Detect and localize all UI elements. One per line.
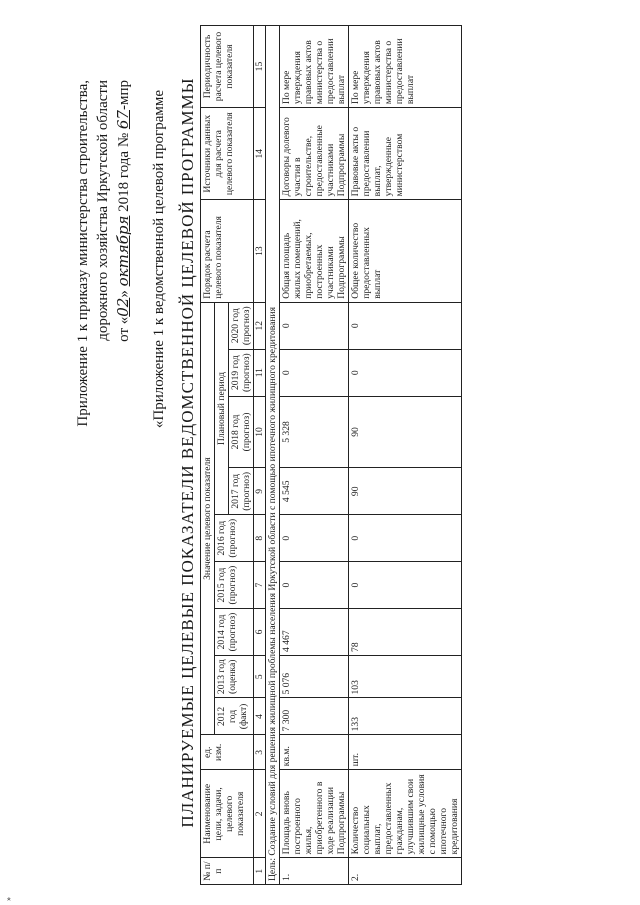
header-number-handwritten: 67 [114,110,132,130]
column-number-row [254,26,266,885]
row-value-2017: 4 545 [280,468,349,515]
row-value-2012: 133 [349,698,462,735]
table-row [349,26,462,885]
row-value-2016: 0 [280,515,349,562]
header-year-2019: 2019 год (прогноз) [229,349,254,396]
row-value-2017: 90 [349,468,462,515]
header-year-2017: 2017 год (прогноз) [229,468,254,515]
column-number: 1 [254,858,266,885]
column-number: 10 [254,396,266,468]
header-name: Наименование цели, задачи, целевого показателя [201,770,254,858]
column-number: 3 [254,735,266,770]
header-period: Периодичность расчета целевого показателя [201,26,254,108]
column-number: 4 [254,698,266,735]
table-row [280,26,349,885]
row-period: По мере утверждения правовых актов министерства о предоставлении выплат [280,26,349,108]
column-number: 13 [254,200,266,302]
column-number: 6 [254,609,266,656]
header-year-2018: 2018 год (прогноз) [229,396,254,468]
header-line-1: Приложение 1 к приказу министерства строительства, [75,80,91,427]
column-number: 9 [254,468,266,515]
header-values-group: Значение целевого показателя [201,302,215,735]
header-unit: ед. изм. [201,735,254,770]
row-calc: Общая площадь жилых помещений, приобретаемых, построенных участниками Подпрограммы [280,200,349,302]
header-no: № п/п [201,858,254,885]
header-year-2012: 2012 год (факт) [215,698,254,735]
column-number: 5 [254,655,266,698]
header-plan-group: Плановый период [215,302,229,514]
row-value-2016: 0 [349,515,462,562]
row-value-2019: 0 [349,349,462,396]
column-number: 11 [254,349,266,396]
goal-row [266,26,280,885]
header-date-mid: » [116,290,132,298]
table-header-row-1 [201,26,215,885]
row-value-2013: 103 [349,655,462,698]
row-source: Договоры долевого участия в строительстве, предоставленные участниками Подпрограммы [280,108,349,200]
row-value-2015: 0 [280,562,349,609]
column-number: 12 [254,302,266,349]
goal-text: Цель: Создание условий для решения жилищной проблемы населения Иркутской области с помощью ипотечного жилищного кредитования [266,26,280,885]
header-year-2015: 2015 год (прогноз) [215,562,254,609]
header-year-2013: 2013 год (оценка) [215,655,254,698]
header-line-3 [114,80,134,342]
row-unit: шт. [349,735,462,770]
row-source: Правовые акты о предоставлении выплат, утвержденные министерством [349,108,462,200]
header-number-suffix: -мпр [116,80,132,111]
row-unit: кв.м. [280,735,349,770]
row-name: Площадь вновь построенного жилья, приобретенного в ходе реализации Подпрограммы [280,770,349,858]
column-number: 7 [254,562,266,609]
column-number: 8 [254,515,266,562]
column-number: 2 [254,770,266,858]
header-sources: Источники данных для расчета целевого показателя [201,108,254,200]
row-value-2013: 5 076 [280,655,349,698]
row-value-2019: 0 [280,349,349,396]
row-no: 1. [280,858,349,885]
header-line-2: дорожного хозяйства Иркутской области [95,80,111,341]
closing-quote-mark: » [4,897,13,901]
row-period: По мере утверждения правовых актов министерства о предоставлении выплат [349,26,462,108]
header-calc-order: Порядок расчета целевого показателя [201,200,254,302]
row-value-2012: 7 300 [280,698,349,735]
document-title: ПЛАНИРУЕМЫЕ ЦЕЛЕВЫЕ ПОКАЗАТЕЛИ ВЕДОМСТВЕННОЙ ЦЕЛЕВОЙ ПРОГРАММЫ [178,77,197,828]
header-month-handwritten: октября [114,215,132,287]
header-year-2020: 2020 год (прогноз) [229,302,254,349]
header-year-2016: 2016 год (прогноз) [215,515,254,562]
row-no: 2. [349,858,462,885]
header-year-2014: 2014 год (прогноз) [215,609,254,656]
row-name: Количество социальных выплат, предоставленных гражданам, улучшившим свои жилищные условия с помощью ипотечного кредитования [349,770,462,858]
row-value-2020: 0 [280,302,349,349]
row-value-2014: 78 [349,609,462,656]
row-value-2020: 0 [349,302,462,349]
row-value-2018: 90 [349,396,462,468]
header-date-prefix: от « [116,316,132,342]
column-number: 14 [254,108,266,200]
header-appendix-line: «Приложение 1 к ведомственной целевой программе [151,90,167,429]
header-year: 2018 года № [116,132,132,212]
targets-table [200,25,462,885]
row-value-2014: 4 467 [280,609,349,656]
row-value-2015: 0 [349,562,462,609]
header-day-handwritten: 02 [114,297,132,317]
column-number: 15 [254,26,266,108]
row-value-2018: 5 328 [280,396,349,468]
row-calc: Общее количество предоставленных выплат [349,200,462,302]
